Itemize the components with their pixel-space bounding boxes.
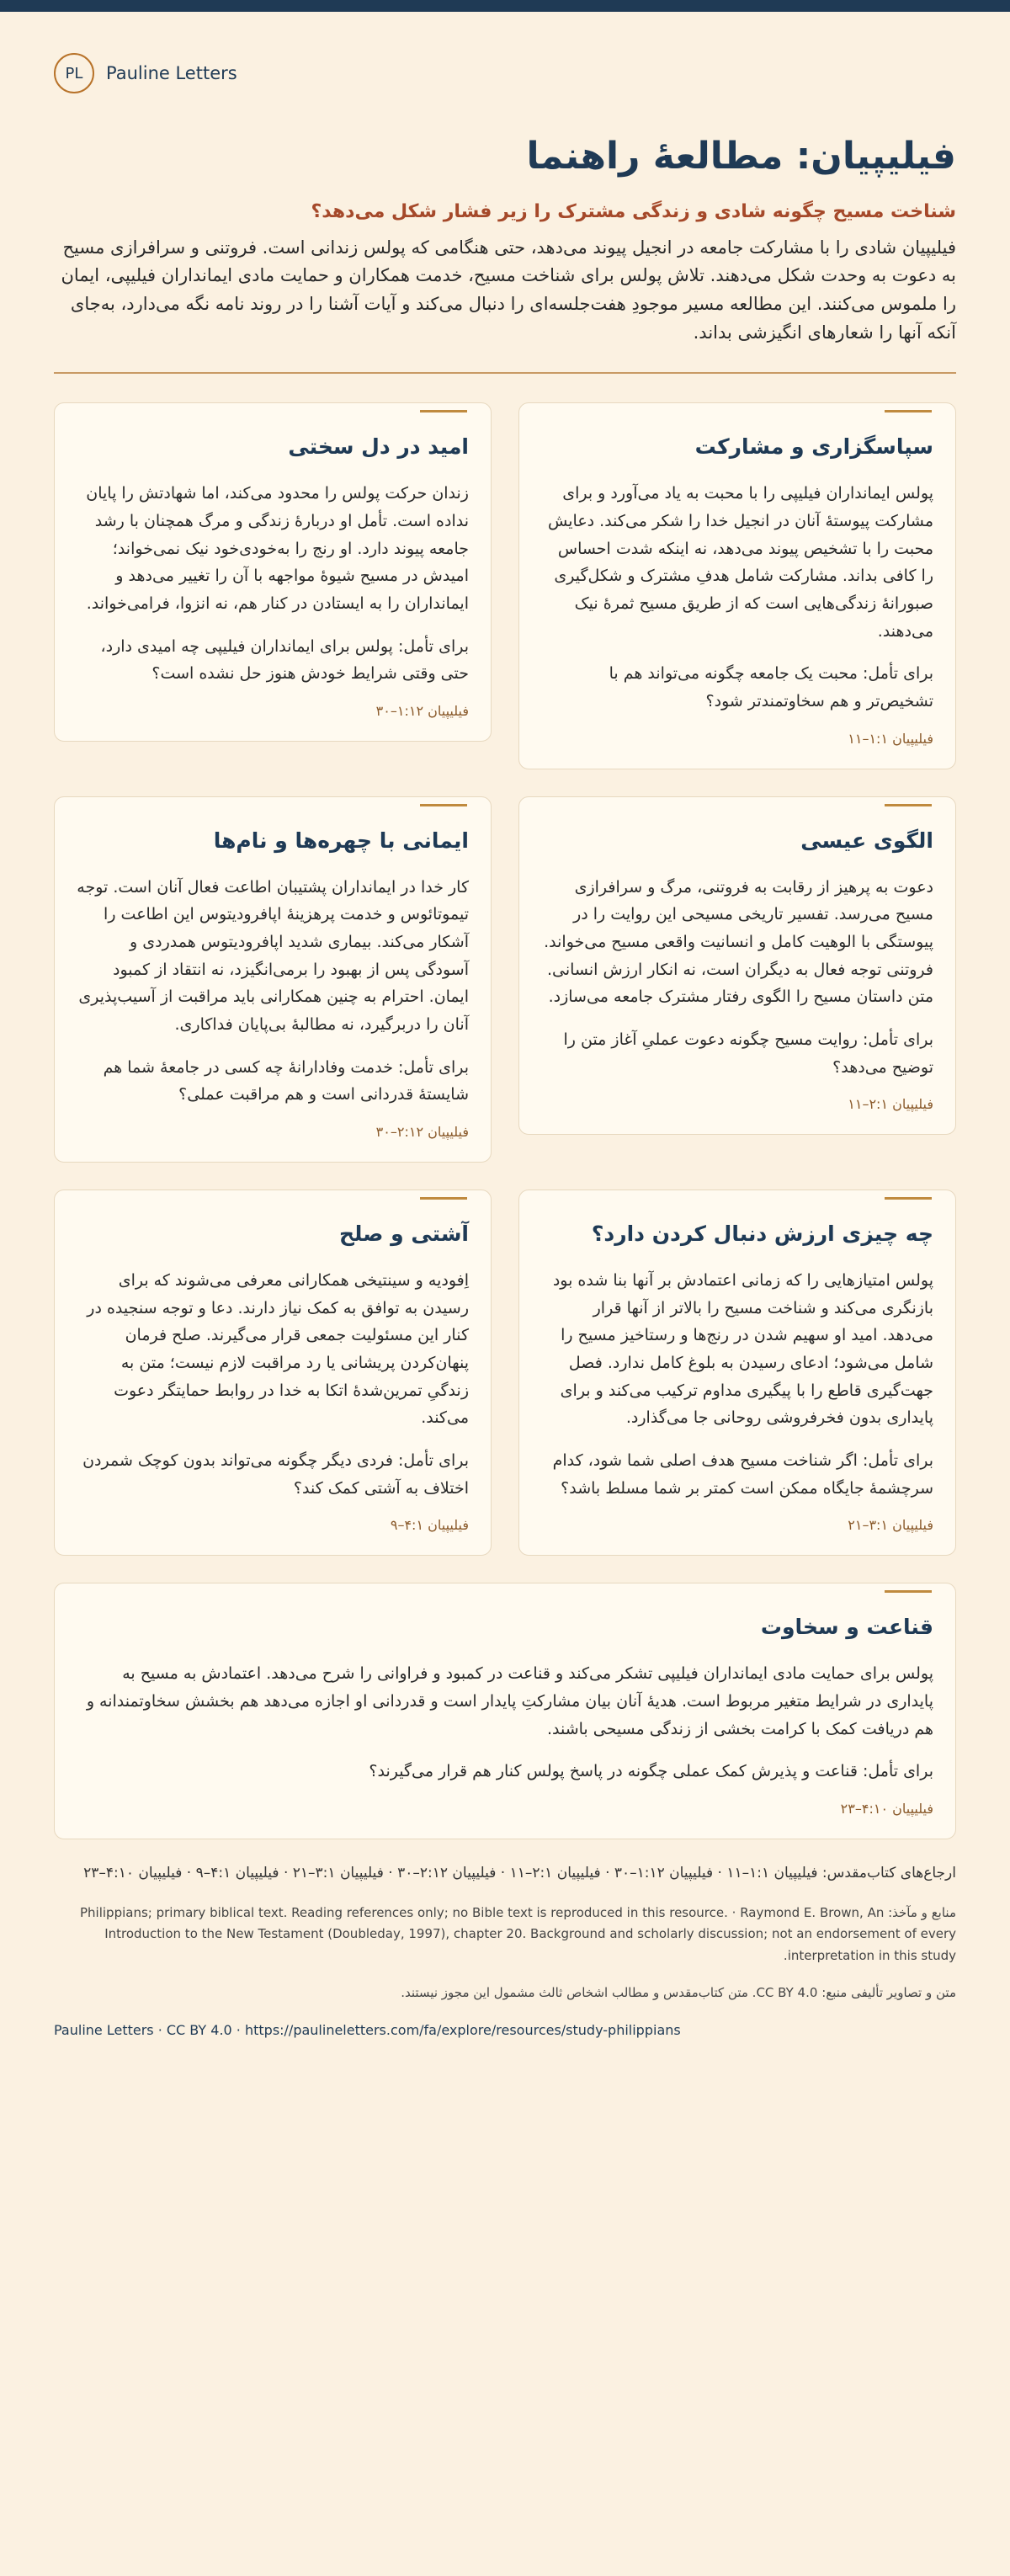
card-body: پولس برای حمایت مادی ایمانداران فیلیپی تشکر می‌کند و قناعت در کمبود و فراوانی را شرح می‌دهد. اعتمادش به مسیح به پایداری در شرایط متغیر مربوط است. هدیهٔ آنان بیان مشارکتِ پایدار است و قدردانی او اجازه می‌دهد هم بخشش سخاوتمندانه و هم دریافت کمک با کرامت بخشی از زندگی مسیحی باشند. <box>86 1664 933 1738</box>
card-reflection: برای تأمل: فردی دیگر چگونه می‌تواند بدون کوچک شمردن اختلاف به آشتی کمک کند؟ <box>82 1450 469 1498</box>
card-title: الگوی عیسی <box>800 828 933 853</box>
card-reflection: برای تأمل: اگر شناخت مسیح هدف اصلی شما شود، کدام سرچشمهٔ جایگاه ممکن است کمتر بر شما مسلط باشد؟ <box>552 1450 933 1498</box>
card-body: کار خدا در ایمانداران پشتیبان اطاعت فعال آنان است. توجه تیموتائوس و خدمت پرهزینهٔ اپافرودیتوس این اطاعت را آشکار می‌کند. بیماری شدید اپافرودیتوس همدردی و آسودگی پس از بهبود را برمی‌انگیزد، نه انتقاد از کمبود ایمان. احترام به چنین همکارانی باید مراقبت از آسیب‌پذیری آنان را دربرگیرد، نه مطالبهٔ بی‌پایان فداکاری. <box>77 877 469 1034</box>
card-accent <box>885 804 932 806</box>
card-title: چه چیزی ارزش دنبال کردن دارد؟ <box>591 1221 933 1246</box>
page-subtitle: شناخت مسیح چگونه شادی و زندگی مشترک را زیر فشار شکل می‌دهد؟ <box>311 200 956 222</box>
divider <box>54 372 956 374</box>
card-accent <box>420 410 467 412</box>
card-reflection: برای تأمل: محبت یک جامعه چگونه می‌تواند هم با تشخیص‌تر و هم سخاوتمندتر شود؟ <box>609 664 933 711</box>
card-title: قناعت و سخاوت <box>760 1615 933 1640</box>
brand-logo-icon: PL <box>54 53 94 93</box>
card-title: امید در دل سختی <box>288 434 469 460</box>
card-body: زندان حرکت پولس را محدود می‌کند، اما شهادتش را پایان نداده است. تأمل او دربارهٔ زندگی و مرگ همچنان با رشد جامعه پیوند دارد. او رنج را به‌خودی‌خود نیک نمی‌خواند؛ امیدش در مسیح شیوهٔ مواجهه با آن را تغییر می‌دهد و ایمانداران را به ایستادن در کنار هم، نه انزوا، فرامی‌خواند. <box>86 484 469 613</box>
card-title: آشتی و صلح <box>339 1221 469 1246</box>
card-reflection: برای تأمل: روایت مسیح چگونه دعوت عملیِ آغاز متن را توضیح می‌دهد؟ <box>563 1030 933 1077</box>
card-reference: فیلیپیان ۱:۱۲–۳۰ <box>375 702 469 719</box>
card-accent <box>420 1197 467 1200</box>
card-reflection: برای تأمل: قناعت و پذیرش کمک عملی چگونه در پاسخ پولس کنار هم قرار می‌گیرند؟ <box>369 1762 933 1781</box>
card-accent <box>420 804 467 806</box>
sources: منابع و مآخذ: Philippians; primary biblical text. Reading references only; no Bible text is reproduced in this resource. · Raymond E. Brown, An Introduction to the New Testament (Doubleday, 1997), chapter 20. Background and scholarly discussion; not an endorsement of every interpretation in this study. <box>80 1904 956 1963</box>
study-card-final <box>54 1583 956 1839</box>
card-reference: فیلیپیان ۲:۱۲–۳۰ <box>375 1123 469 1140</box>
intro-text: فیلیپیان شادی را با مشارکت جامعه در انجیل پیوند می‌دهد، حتی هنگامی که پولس زندانی است. فروتنی و سرافرازی مسیح به دعوت به وحدت شکل می‌دهند. تلاش پولس برای شناخت مسیح، خدمت همکاران و حمایت مادی ایمانداران فیلیپی، ایمان را ملموس می‌کنند. این مطالعه مسیر موجودِ هفت‌جلسه‌ای را دنبال می‌کند و آیات آشنا را در روند نامه نگه می‌دارد، به‌جای آنکه آنها را شعارهای انگیزشی بداند. <box>61 237 956 343</box>
card-reflection: برای تأمل: خدمت وفادارانهٔ چه کسی در جامعهٔ شما هم شایستهٔ قدردانی است و هم مراقبت عملی؟ <box>103 1057 469 1104</box>
card-reference: فیلیپیان ۲:۱–۱۱ <box>848 1096 933 1113</box>
study-card <box>518 796 956 1136</box>
top-bar <box>0 0 1010 12</box>
study-card-grid <box>54 402 956 1839</box>
card-reference: فیلیپیان ۱:۱–۱۱ <box>848 730 933 747</box>
card-title: ایمانی با چهره‌ها و نام‌ها <box>213 828 469 853</box>
study-card <box>518 402 956 769</box>
study-card <box>518 1190 956 1556</box>
card-body: دعوت به پرهیز از رقابت به فروتنی، مرگ و سرافرازی مسیح می‌رسد. تفسیر تاریخی مسیحی این روایت را در پیوستگی با الوهیت کامل و انسانیت واقعی مسیح می‌خواند. فروتنی توجه فعال به دیگران است، نه انکار ارزش انسانی. متن داستان مسیح را الگوی رفتار مشترک جامعه می‌سازد. <box>544 877 933 1007</box>
license-note: متن و تصاویر تألیفی منبع: CC BY 4.0. متن کتاب‌مقدس و مطالب اشخاص ثالث مشمول این مجوز نیستند. <box>401 1985 956 2001</box>
scripture-references: ارجاع‌های کتاب‌مقدس: فیلیپیان ۱:۱–۱۱ · فیلیپیان ۱:۱۲–۳۰ · فیلیپیان ۲:۱–۱۱ · فیلیپیان ۲:۱۲–۳۰ · فیلیپیان ۳:۱–۲۱ · فیلیپیان ۴:۱–۹ · فیلیپیان ۴:۱۰–۲۳ <box>83 1864 956 1881</box>
card-accent <box>885 1590 932 1593</box>
page <box>0 47 1010 2063</box>
card-accent <box>885 410 932 412</box>
card-reference: فیلیپیان ۳:۱–۲۱ <box>848 1517 933 1534</box>
page-title: فیلیپیان: مطالعهٔ راهنما <box>526 135 956 178</box>
card-body: اِفودیه و سینتیخی همکارانی معرفی می‌شوند که برای رسیدن به توافق به کمک نیاز دارند. دعا و توجه سنجیده در کنار این مسئولیت جمعی قرار می‌گیرند. صلح فرمان پنهان‌کردن پریشانی یا رد مراقبت لازم نیست؛ متن به زندگیِ تمرین‌شدهٔ اتکا به خدا در روابط حمایتگر دعوت می‌کند. <box>87 1270 469 1428</box>
card-body: پولس امتیازهایی را که زمانی اعتمادش بر آنها بنا شده بود بازنگری می‌کند و شناخت مسیح را بالاتر از آنها قرار می‌دهد. امید او سهیم شدن در رنج‌ها و رستاخیز مسیح را شامل می‌شود؛ ادعای رسیدن به بلوغ کامل ندارد. فصل جهت‌گیری قاطع را با پیگیری مداوم ترکیب می‌کند و برای پایداری بدون فخرفروشی روحانی جا می‌گذارد. <box>552 1270 933 1428</box>
card-body: پولس ایمانداران فیلیپی را با محبت به یاد می‌آورد و برای مشارکت پیوستهٔ آنان در انجیل خدا را شکر می‌کند. دعایش محبت را با تشخیص پیوند می‌دهد، نه اینکه شدت احساس را کافی بداند. مشارکت شامل هدفِ مشترک و شکل‌گیری صبورانهٔ زندگی‌هایی است که از طریق مسیح ثمرهٔ نیک می‌دهند. <box>548 484 933 641</box>
card-accent <box>885 1197 932 1200</box>
card-reference: فیلیپیان ۴:۱–۹ <box>390 1517 469 1534</box>
card-title: سپاسگزاری و مشارکت <box>694 434 933 460</box>
card-reflection: برای تأمل: پولس برای ایمانداران فیلیپی چه امیدی دارد، حتی وقتی شرایط خودش هنوز حل نشده است؟ <box>100 636 469 684</box>
brand[interactable] <box>54 47 956 99</box>
study-card <box>54 402 492 742</box>
brand-name: Pauline Letters <box>106 63 237 83</box>
study-card <box>54 796 492 1163</box>
card-reference: فیلیپیان ۴:۱۰–۲۳ <box>840 1800 933 1817</box>
footer-link[interactable]: Pauline Letters · CC BY 4.0 · https://paulineletters.com/fa/explore/resources/study-philippians <box>54 2022 681 2039</box>
study-card <box>54 1190 492 1556</box>
